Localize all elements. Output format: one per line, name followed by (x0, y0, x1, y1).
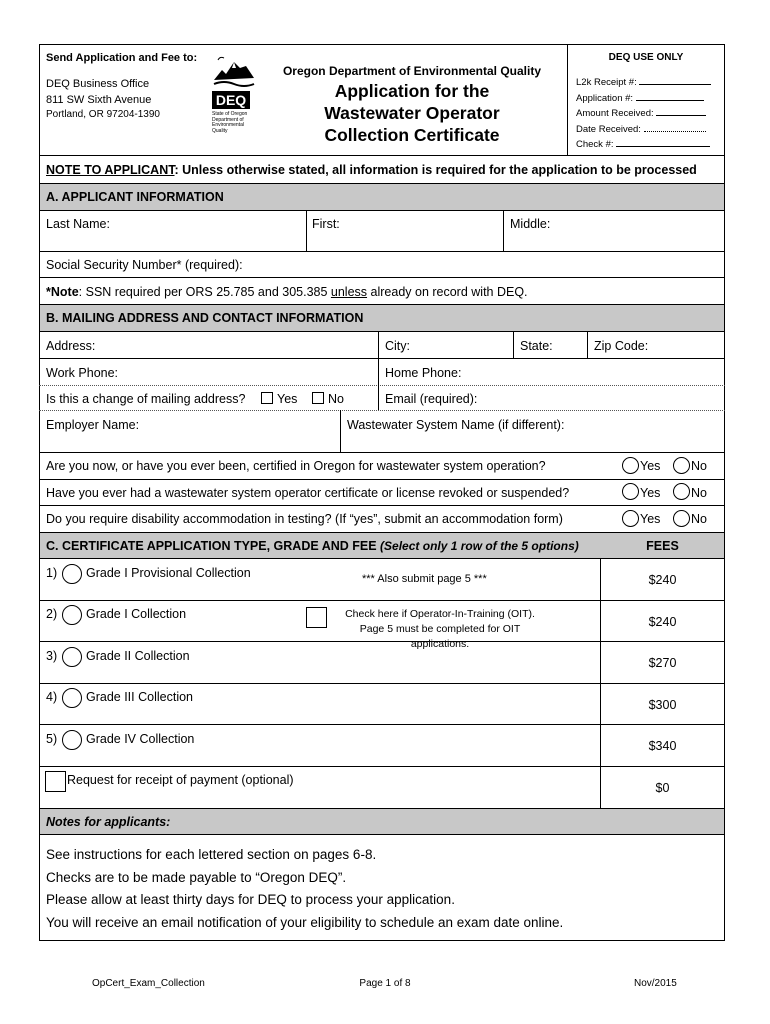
note-text: : Unless otherwise stated, all information is required for the application to be processed (174, 163, 697, 177)
last-name-field[interactable] (40, 211, 306, 251)
deq-field-label: L2k Receipt #: (576, 77, 637, 88)
grade-row-num: 3) (46, 649, 58, 663)
rule (39, 641, 725, 642)
section-c-title-italic: (Select only 1 row of the 5 options) (380, 539, 579, 553)
ssn-note-text-2: already on record with DEQ. (367, 285, 528, 299)
rule (39, 452, 725, 453)
deq-field-label: Check #: (576, 139, 614, 151)
office-name: DEQ Business Office (46, 78, 150, 90)
deq-field (576, 136, 711, 152)
rule (39, 277, 725, 278)
rule (39, 505, 725, 506)
notes-list (46, 844, 563, 934)
receipt-checkbox[interactable] (45, 771, 66, 792)
grade-row-label: Grade II Collection (86, 649, 190, 663)
revoked-no-radio[interactable] (673, 483, 690, 500)
deq-field-line[interactable] (639, 74, 711, 85)
rule (39, 683, 725, 684)
grade-row-label: Grade III Collection (86, 690, 193, 704)
section-c-title-text: C. CERTIFICATE APPLICATION TYPE, GRADE AND FEE (46, 539, 381, 553)
middle-name-label: Middle: (510, 217, 551, 231)
change-address-question: Is this a change of mailing address? (46, 392, 246, 406)
office-street: 811 SW Sixth Avenue (46, 94, 152, 106)
section-a-title: A. APPLICANT INFORMATION (46, 190, 224, 204)
email-field[interactable] (379, 386, 724, 410)
logo-sub4: Quality (212, 127, 228, 134)
grade-row-label: Grade I Provisional Collection (86, 566, 251, 580)
rule (39, 479, 725, 480)
grade-4-radio[interactable] (62, 730, 82, 750)
grade-row-fee: $240 (648, 615, 677, 629)
ssn-note-underline: unless (330, 285, 368, 299)
ssn-field[interactable] (40, 252, 724, 277)
accommodation-yes-radio[interactable] (622, 510, 639, 527)
employer-field[interactable] (40, 411, 340, 451)
office-city: Portland, OR 97204-1390 (46, 109, 160, 120)
question-accommodation: Do you require disability accommodation in testing? (If “yes”, submit an accommodation form) (46, 512, 563, 526)
title-line-2: Wastewater Operator (324, 103, 500, 123)
home-phone-label: Home Phone: (385, 366, 462, 380)
grade-2-radio[interactable] (62, 647, 82, 667)
footer-form-id: OpCert_Exam_Collection (92, 978, 205, 989)
state-field[interactable] (514, 332, 587, 358)
receipt-fee: $0 (655, 781, 670, 795)
title-line-1: Application for the (334, 81, 490, 101)
deq-field-label: Amount Received: (576, 108, 654, 120)
footer-page-number: Page 1 of 8 (359, 978, 411, 989)
first-name-label: First: (312, 217, 340, 231)
deq-field (576, 105, 711, 121)
deq-field-line[interactable] (644, 121, 706, 132)
notes-line: You will receive an email notification of your eligibility to schedule an exam date online. (46, 914, 564, 930)
grade-row-label: Grade I Collection (86, 607, 187, 621)
deq-field-line[interactable] (656, 105, 706, 116)
grade-1-radio[interactable] (62, 605, 82, 625)
deq-logo (212, 56, 256, 146)
grade-row-num: 4) (46, 690, 58, 704)
deq-use-title: DEQ USE ONLY (608, 52, 684, 63)
revoked-yes-label: Yes (640, 486, 661, 500)
send-to-label: Send Application and Fee to: (46, 52, 198, 64)
deq-field-line[interactable] (616, 136, 710, 147)
notes-line: Please allow at least thirty days for DEQ to process your application. (46, 892, 455, 907)
work-phone-field[interactable] (40, 359, 378, 385)
grade-3-radio[interactable] (62, 688, 82, 708)
note-to-applicant (46, 163, 697, 177)
work-phone-label: Work Phone: (46, 366, 119, 380)
accommodation-no-radio[interactable] (673, 510, 690, 527)
page-title (262, 80, 562, 146)
title-line-3: Collection Certificate (324, 125, 500, 145)
grade-row-label: Grade IV Collection (86, 732, 195, 746)
grade-1-provisional-radio[interactable] (62, 564, 82, 584)
ws-name-field[interactable] (341, 411, 724, 451)
address-field[interactable] (40, 332, 378, 358)
accommodation-no-label: No (691, 512, 707, 526)
revoked-yes-radio[interactable] (622, 483, 639, 500)
ssn-label: Social Security Number* (required): (46, 258, 243, 272)
mountain-logo-icon (212, 56, 256, 90)
change-address-yes-label: Yes (277, 392, 298, 406)
state-label: State: (520, 339, 553, 353)
rule (39, 155, 725, 156)
grade-row-num: 2) (46, 607, 58, 621)
rule (39, 766, 725, 767)
grade-row-fee: $340 (648, 739, 677, 753)
deq-field-line[interactable] (636, 90, 704, 101)
question-certified: Are you now, or have you ever been, certified in Oregon for wastewater system operation? (46, 459, 546, 473)
address-label: Address: (46, 339, 96, 353)
deq-field (576, 74, 711, 90)
logo-subtitle (212, 112, 247, 134)
rule (39, 724, 725, 725)
logo-sub3: Environmental (212, 122, 244, 128)
also-submit-note: *** Also submit page 5 *** (362, 573, 487, 585)
grade-row-fee: $270 (648, 656, 677, 670)
deq-field-label: Application #: (576, 92, 634, 104)
footer-date: Nov/2015 (634, 978, 677, 989)
city-field[interactable] (379, 332, 513, 358)
agency-name: Oregon Department of Environmental Quality (282, 64, 542, 78)
oit-line-2: Page 5 must be completed for OIT applications. (359, 623, 521, 650)
certified-yes-radio[interactable] (622, 457, 639, 474)
logo-wordmark: DEQ (212, 91, 250, 109)
notes-line: See instructions for each lettered section on pages 6-8. (46, 847, 377, 862)
email-label: Email (required): (385, 392, 478, 406)
logo-sub2: Department of (212, 116, 244, 123)
notes-line: Checks are to be made payable to “Oregon DEQ”. (46, 869, 347, 885)
certified-no-radio[interactable] (673, 457, 690, 474)
ssn-note-text: : SSN required per ORS 25.785 and 305.385 (78, 285, 331, 299)
ssn-note-bold: *Note (46, 285, 79, 299)
middle-name-field[interactable] (504, 211, 724, 251)
first-name-field[interactable] (307, 211, 503, 251)
grade-row-fee: $300 (648, 698, 677, 712)
fees-header: FEES (646, 539, 679, 553)
deq-field-label: Date Received: (576, 123, 641, 135)
rule (39, 558, 725, 559)
rule (39, 600, 725, 601)
change-address-no-label: No (328, 392, 344, 406)
accommodation-yes-label: Yes (640, 512, 661, 526)
zip-field[interactable] (588, 332, 724, 358)
certified-no-label: No (691, 459, 707, 473)
oit-line-1: Check here if Operator-In-Training (OIT). (345, 608, 535, 620)
deq-field (576, 90, 711, 106)
change-address-no-checkbox[interactable] (312, 392, 324, 404)
rule (39, 834, 725, 835)
grade-row-fee: $240 (648, 573, 677, 587)
ws-name-label: Wastewater System Name (if different): (347, 418, 565, 432)
revoked-no-label: No (691, 486, 707, 500)
certified-yes-label: Yes (640, 459, 661, 473)
grade-row-num: 5) (46, 732, 58, 746)
question-revoked: Have you ever had a wastewater system operator certificate or license revoked or suspended? (46, 486, 570, 500)
receipt-label: Request for receipt of payment (optional) (67, 773, 294, 787)
zip-label: Zip Code: (594, 339, 649, 353)
city-label: City: (385, 339, 410, 353)
employer-label: Employer Name: (46, 418, 140, 432)
note-label: NOTE TO APPLICANT (46, 163, 175, 177)
section-b-title: B. MAILING ADDRESS AND CONTACT INFORMATION (46, 311, 364, 325)
deq-field (576, 121, 711, 137)
ssn-note (46, 285, 528, 299)
home-phone-field[interactable] (379, 359, 724, 385)
section-c-title (46, 539, 579, 553)
oit-note (330, 607, 550, 652)
grade-row-num: 1) (46, 566, 58, 580)
notes-title: Notes for applicants: (46, 815, 171, 829)
deq-use-fields (576, 74, 711, 152)
oit-checkbox[interactable] (306, 607, 327, 628)
last-name-label: Last Name: (46, 217, 110, 231)
logo-sub1: State of Oregon (212, 111, 248, 117)
change-address-yes-checkbox[interactable] (261, 392, 273, 404)
